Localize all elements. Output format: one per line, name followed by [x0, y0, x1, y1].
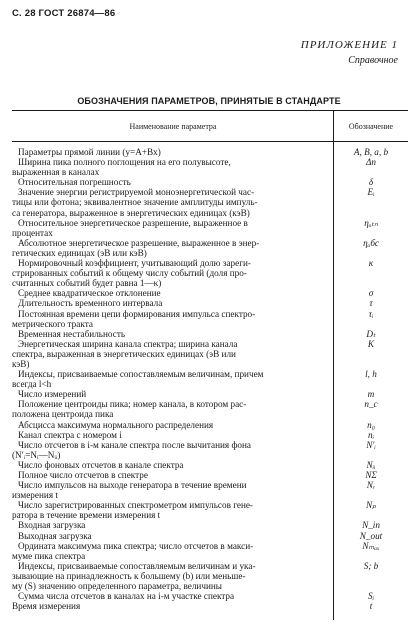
table-row — [12, 460, 408, 470]
parameter-symbol — [334, 177, 408, 187]
parameter-name-line: са генератора, выраженное в энергетических единицах (кэВ) — [12, 207, 250, 218]
parameter-symbol — [334, 531, 408, 541]
parameter-symbol — [334, 339, 408, 369]
parameter-name — [12, 177, 334, 187]
parameter-symbol-line: N′ᵢ — [366, 439, 376, 450]
parameter-name — [12, 157, 334, 177]
table-row — [12, 389, 408, 399]
parameter-name — [12, 288, 334, 298]
appendix-label: ПРИЛОЖЕНИЕ 1 — [300, 39, 398, 51]
parameter-name-line: Относительное энергетическое разрешение, выраженное в — [18, 217, 248, 228]
parameter-symbol — [334, 430, 408, 440]
parameter-name — [12, 309, 334, 329]
parameter-name-line: Параметры прямой линии (y=A+Bx) — [18, 147, 161, 157]
parameter-name-line: Положение центроиды пика; номер канала, в котором рас- — [18, 399, 247, 410]
parameter-name — [12, 218, 334, 238]
parameter-name-line: Временная нестабильность — [18, 328, 126, 339]
table-row — [12, 329, 408, 339]
parameter-symbol-line: n_c — [364, 399, 378, 410]
page-header: С. 28 ГОСТ 26874—86 — [12, 8, 116, 19]
parameter-symbol — [334, 480, 408, 500]
parameter-name-line: выраженная в каналах — [12, 167, 100, 178]
parameter-symbol — [334, 288, 408, 298]
parameter-symbol — [334, 389, 408, 399]
table-row — [12, 238, 408, 258]
table-row — [12, 470, 408, 480]
parameter-symbol — [334, 298, 408, 308]
table-row — [12, 218, 408, 238]
parameter-name — [12, 238, 334, 258]
parameter-symbol-line: N_out — [359, 530, 383, 541]
table-row — [12, 298, 408, 308]
table-row — [12, 420, 408, 430]
parameter-symbol — [334, 500, 408, 520]
table-row — [12, 258, 408, 288]
parameter-symbol-line: A, B, a, b — [353, 147, 389, 157]
parameter-symbol-line: Nᵣ — [366, 480, 376, 491]
parameter-name — [12, 460, 334, 470]
parameter-name-line: Время измерения — [12, 601, 81, 612]
parameter-symbol-line: ηₐбс — [363, 237, 379, 248]
parameter-name-line: кэВ) — [12, 358, 30, 369]
parameter-name-line: всегда l<h — [12, 379, 52, 390]
parameter-symbol-line: Δn — [366, 157, 376, 168]
parameter-name-line: Входная загрузка — [18, 520, 86, 531]
parameter-name — [12, 258, 334, 288]
parameter-symbol-line: Nₚ — [365, 500, 377, 511]
parameter-name-line: Постоянная времени цепи формирования импульса спектро- — [18, 308, 256, 319]
parameter-symbol — [334, 309, 408, 329]
parameter-name-line: процентах — [12, 227, 53, 238]
parameter-name-line: Число фоновых отсчетов в канале спектра — [18, 459, 184, 470]
parameter-symbol — [334, 369, 408, 389]
table-row — [12, 309, 408, 329]
parameter-name — [12, 440, 334, 460]
table-body — [12, 142, 408, 611]
parameter-symbol-line: n₀ — [367, 419, 375, 430]
parameter-symbol — [334, 147, 408, 157]
parameter-name-line: спектра, выраженная в энергетических единицах (эВ или — [12, 348, 236, 359]
column-header-symbol: Обозначение — [348, 121, 394, 131]
parameter-name-line: (N′ᵢ=Nᵢ—Nᵢᵢ) — [12, 449, 61, 460]
table-row — [12, 531, 408, 541]
parameter-name — [12, 389, 334, 399]
parameter-symbol-line: t — [369, 601, 373, 612]
parameter-name — [12, 339, 334, 369]
parameter-name — [12, 561, 334, 591]
table-row — [12, 157, 408, 177]
parameter-symbol — [334, 541, 408, 561]
parameter-name — [12, 480, 334, 500]
parameter-symbol-line: K — [367, 338, 375, 349]
table-row — [12, 500, 408, 520]
parameter-name — [12, 420, 334, 430]
table-row — [12, 399, 408, 419]
parameter-symbol — [334, 238, 408, 258]
document-title: ОБОЗНАЧЕНИЯ ПАРАМЕТРОВ, ПРИНЯТЫЕ В СТАНДАРТЕ — [77, 96, 341, 106]
parameter-name — [12, 531, 334, 541]
table-row — [12, 147, 408, 157]
parameter-symbol — [334, 420, 408, 430]
parameter-name-line: Канал спектра с номером i — [18, 429, 122, 440]
parameter-symbol — [334, 460, 408, 470]
parameter-symbol-line: Nᵢᵢ — [366, 459, 376, 470]
parameter-symbol — [334, 470, 408, 480]
table-row — [12, 561, 408, 591]
table-row — [12, 480, 408, 500]
parameter-name-line: измерения t — [12, 490, 58, 501]
parameter-symbol-line: nᵢ — [367, 429, 375, 440]
parameter-name-line: Ширина пика полного поглощения на его полувысоте, — [18, 157, 231, 168]
parameter-symbol-line: τ — [369, 298, 373, 309]
parameter-name — [12, 369, 334, 389]
parameter-name-line: Индексы, присваиваемые сопоставляемым величинам и ука- — [18, 560, 256, 571]
parameter-symbol-line: N_in — [362, 520, 380, 531]
parameter-name-line: Число импульсов на выходе генератора в течение времени — [18, 480, 247, 491]
parameter-name — [12, 591, 334, 611]
parameter-symbol-line: Dₜ — [366, 328, 376, 339]
parameter-name-line: Выходная загрузка — [18, 530, 92, 541]
parameter-name-line: тицы или фотона; эквивалентное значение амплитуды импуль- — [12, 197, 258, 208]
parameters-table — [12, 110, 408, 611]
parameter-name-line: Полное число отсчетов в спектре — [18, 470, 148, 480]
table-row — [12, 430, 408, 440]
parameter-name-line: Число отсчетов в i-м канале спектра после вычитания фона — [18, 439, 251, 450]
parameter-symbol-line: Nₘₐₓ — [362, 540, 380, 551]
parameter-name-line: Длительность временного интервала — [18, 298, 163, 309]
parameter-symbol — [334, 218, 408, 238]
parameter-name-line: Индексы, присваиваемые сопоставляемым величинам, причем — [18, 369, 264, 380]
parameter-name-line: Относительная погрешность — [18, 177, 131, 188]
parameter-name — [12, 541, 334, 561]
parameter-name — [12, 520, 334, 530]
parameter-name-line: стрированных событий к общему числу событий (доля про- — [12, 268, 247, 279]
parameter-symbol — [334, 187, 408, 217]
parameter-name — [12, 500, 334, 520]
parameter-name-line: Значение энергии регистрируемой моноэнергетической час- — [18, 187, 255, 198]
parameter-name — [12, 430, 334, 440]
parameter-symbol — [334, 440, 408, 460]
parameter-symbol-line: S; b — [363, 560, 379, 571]
parameter-name — [12, 399, 334, 419]
parameter-name-line: ратора в течение времени измерения t — [12, 510, 161, 521]
parameter-name-line: му (S) значению определенного параметра, величины — [12, 581, 222, 592]
parameter-symbol-line: ηₒₜₙ — [364, 217, 378, 228]
parameter-name — [12, 329, 334, 339]
parameter-name-line: Сумма числа отсчетов в каналах на i-м участке спектра — [18, 591, 235, 602]
parameter-name-line: Абсцисса максимума нормального распределения — [18, 419, 214, 430]
parameter-symbol-line: τᵢ — [368, 308, 374, 319]
parameter-name-line: Ордината максимума пика спектра; число отсчетов в макси- — [18, 540, 254, 551]
table-row — [12, 177, 408, 187]
parameter-name-line: Число измерений — [18, 389, 87, 400]
parameter-name-line: Абсолютное энергетическое разрешение, выраженное в энер- — [18, 237, 260, 248]
parameter-symbol — [334, 329, 408, 339]
parameter-name-line: Нормировочный коэффициент, учитывающий долю зареги- — [18, 258, 251, 269]
parameter-symbol — [334, 591, 408, 611]
parameter-name-line: считанных событий будет равна 1—κ) — [12, 278, 162, 289]
parameter-name-line: Число зарегистрированных спектрометром импульсов гене- — [18, 500, 253, 511]
parameter-symbol-line: l, h — [365, 369, 377, 380]
table-row — [12, 541, 408, 561]
parameter-symbol — [334, 561, 408, 591]
parameter-name — [12, 147, 334, 157]
appendix-subtitle: Справочное — [348, 55, 398, 66]
parameter-symbol-line: σ — [368, 288, 374, 299]
parameter-symbol — [334, 157, 408, 177]
parameter-name-line: мумe пика спектра — [12, 550, 86, 561]
parameter-symbol-line: δ — [368, 177, 374, 188]
parameter-name-line: гетических единицах (эВ или кэВ) — [12, 247, 147, 258]
parameter-symbol-line: m — [367, 389, 375, 400]
table-row — [12, 591, 408, 611]
parameter-name — [12, 298, 334, 308]
parameter-name-line: зывающие на принадлежность к большему (b) или меньше- — [12, 570, 246, 581]
parameter-name-line: метрического тракта — [12, 318, 93, 329]
table-row — [12, 339, 408, 369]
parameter-symbol — [334, 258, 408, 288]
parameter-name — [12, 470, 334, 480]
parameter-symbol-line: κ — [368, 258, 374, 269]
parameter-symbol — [334, 520, 408, 530]
table-row — [12, 520, 408, 530]
parameter-symbol-line: Eᵢ — [367, 187, 375, 198]
parameter-name-line: Энергетическая ширина канала спектра; ширина канала — [18, 338, 238, 349]
table-row — [12, 369, 408, 389]
table-header — [12, 110, 408, 142]
table-row — [12, 288, 408, 298]
parameter-name-line: Среднее квадратическое отклонение — [18, 288, 161, 299]
table-row — [12, 440, 408, 460]
parameter-symbol-line: NΣ — [365, 470, 377, 480]
column-header-name: Наименование параметра — [129, 121, 217, 131]
parameter-symbol — [334, 399, 408, 419]
parameter-name — [12, 187, 334, 217]
parameter-symbol-line: Sᵢ — [367, 591, 375, 602]
parameter-name-line: положена центроида пика — [12, 409, 114, 420]
table-row — [12, 187, 408, 217]
